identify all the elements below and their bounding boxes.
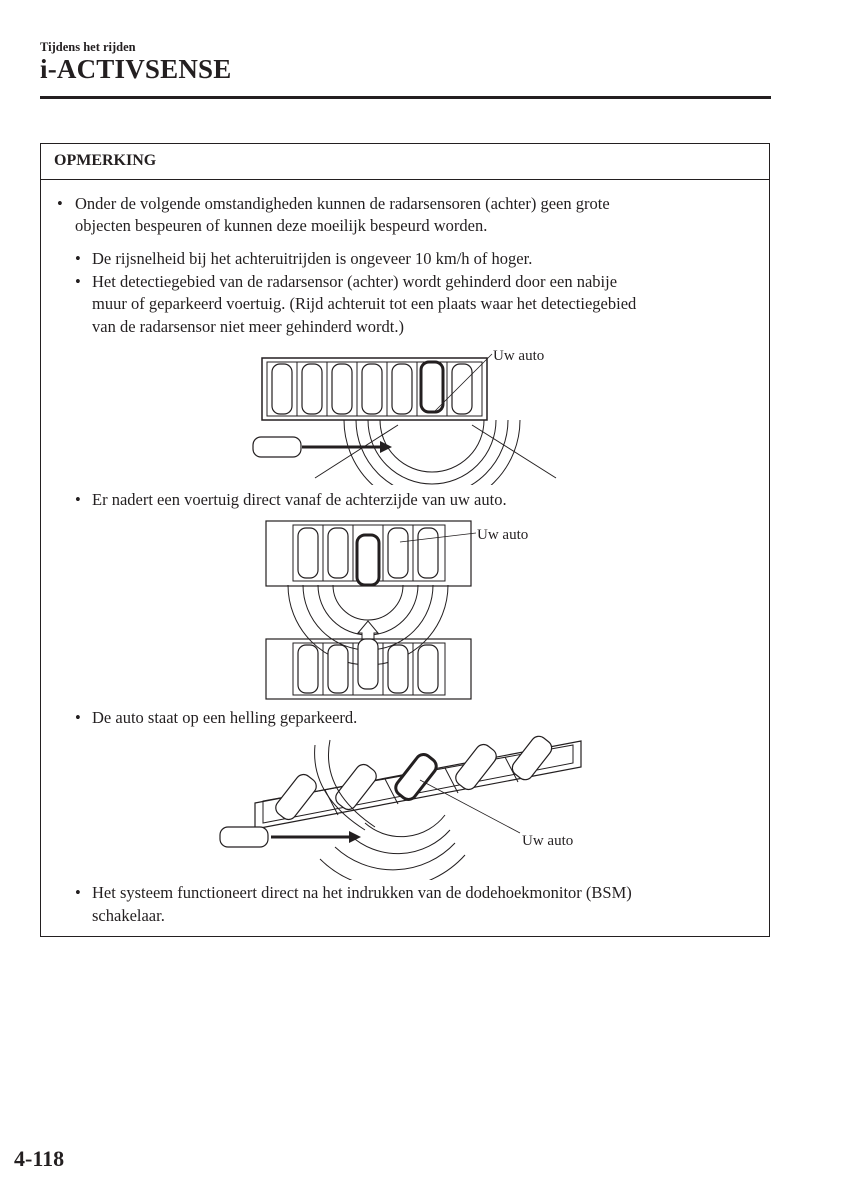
label-own-car: Uw auto bbox=[493, 348, 545, 364]
section-label: Tijdens het rijden bbox=[40, 40, 136, 54]
bullet-marker: • bbox=[75, 249, 81, 268]
page-number: 4-118 bbox=[14, 1146, 65, 1171]
intro-line-1: Onder de volgende omstandigheden kunnen de radarsensoren (achter) geen grote bbox=[75, 194, 610, 213]
bullet-marker: • bbox=[75, 708, 81, 727]
approaching-car bbox=[220, 827, 268, 847]
bullet-marker: • bbox=[75, 272, 81, 291]
note-heading: OPMERKING bbox=[41, 144, 769, 180]
intro-line-2: objecten bespeuren of kunnen deze moeilijk bespeurd worden. bbox=[75, 216, 488, 235]
bullet-marker: • bbox=[75, 490, 81, 509]
bullet-marker: • bbox=[75, 883, 81, 902]
header-rule bbox=[40, 96, 771, 99]
chapter-title: i-ACTIVSENSE bbox=[40, 54, 232, 84]
bullet-marker: • bbox=[57, 194, 63, 213]
item-obstructed-line-2: muur of geparkeerd voertuig. (Rijd achteruit tot een plaats waar het detectiegebied bbox=[92, 294, 637, 313]
item-bsm-line-2: schakelaar. bbox=[92, 906, 165, 925]
item-rear-approach: Er nadert een voertuig direct vanaf de achterzijde van uw auto. bbox=[92, 490, 507, 509]
item-obstructed-line-1: Het detectiegebied van de radarsensor (achter) wordt gehinderd door een nabije bbox=[92, 272, 618, 291]
label-own-car: Uw auto bbox=[477, 527, 529, 543]
label-own-car: Uw auto bbox=[522, 833, 574, 849]
approaching-car bbox=[253, 437, 301, 457]
own-car bbox=[357, 535, 379, 585]
item-slope: De auto staat op een helling geparkeerd. bbox=[92, 708, 358, 727]
item-speed: De rijsnelheid bij het achteruitrijden is ongeveer 10 km/h of hoger. bbox=[92, 249, 533, 268]
diagram-rear-approach bbox=[260, 515, 560, 705]
item-bsm-line-1: Het systeem functioneert direct na het indrukken van de dodehoekmonitor (BSM) bbox=[92, 883, 632, 902]
diagram-slope-parking bbox=[215, 735, 595, 880]
diagram-nearby-wall bbox=[240, 340, 580, 485]
own-car bbox=[421, 362, 443, 412]
item-obstructed-line-3: van de radarsensor niet meer gehinderd wordt.) bbox=[92, 317, 405, 336]
